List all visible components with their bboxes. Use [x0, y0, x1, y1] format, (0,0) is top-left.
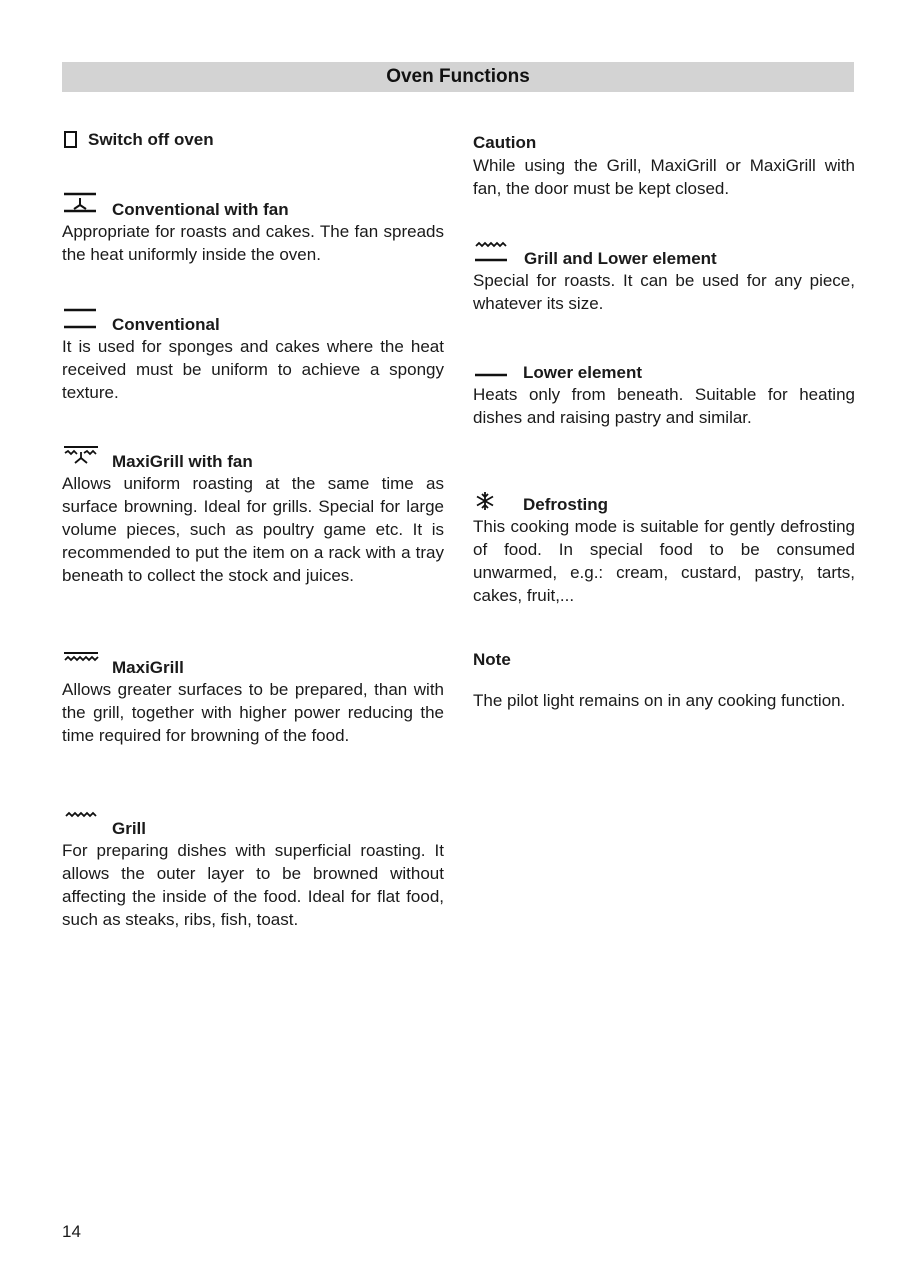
maxigrill-section	[62, 649, 444, 747]
conventional-text: It is used for sponges and cakes where the heat received must be uniform to achieve a spongy texture.	[62, 337, 444, 402]
maxigrill-label: MaxiGrill	[112, 658, 184, 677]
lower-element-section	[473, 356, 855, 429]
maxigrill-fan-text: Allows uniform roasting at the same time as surface browning. Ideal for grills. Special for large volume pieces, such as poultry game etc. It is recommended to put the item on a rack with a tray beneath to collect the stock and juices.	[62, 474, 444, 585]
note-section	[473, 648, 855, 712]
conventional-fan-section	[62, 191, 444, 266]
switch-off-box-icon	[64, 131, 78, 149]
lower-element-label: Lower element	[523, 363, 643, 382]
note-heading: Note	[473, 650, 511, 669]
conventional-label: Conventional	[112, 315, 220, 334]
defrost-snowflake-icon	[474, 490, 496, 512]
maxigrill-icon	[62, 649, 100, 669]
switch-off-label: Switch off oven	[88, 130, 214, 149]
maxigrill-fan-icon	[62, 443, 100, 467]
title-bar	[62, 62, 854, 92]
conventional-fan-text: Appropriate for roasts and cakes. The fan spreads the heat uniformly inside the oven.	[62, 222, 444, 264]
defrosting-section	[473, 489, 855, 607]
conventional-fan-label: Conventional with fan	[112, 200, 289, 219]
conventional-fan-icon	[62, 191, 98, 215]
caution-heading: Caution	[473, 133, 537, 152]
grill-text: For preparing dishes with superficial roasting. It allows the outer layer to be browned without affecting the inside of the food. Ideal for flat food, such as steaks, ribs, fish, toast.	[62, 841, 444, 929]
grill-icon	[62, 808, 100, 822]
note-text: The pilot light remains on in any cooking function.	[473, 691, 846, 710]
page-number: 14	[62, 1222, 81, 1241]
maxigrill-fan-label: MaxiGrill with fan	[112, 452, 253, 471]
maxigrill-text: Allows greater surfaces to be prepared, than with the grill, together with higher power reducing the time required for browning of the food.	[62, 680, 444, 745]
caution-text: While using the Grill, MaxiGrill or MaxiGrill with fan, the door must be kept closed.	[473, 156, 855, 198]
maxigrill-fan-section	[62, 443, 444, 587]
grill-label: Grill	[112, 819, 147, 838]
grill-lower-text: Special for roasts. It can be used for any piece, whatever its size.	[473, 271, 855, 313]
caution-section	[473, 131, 855, 200]
page-title: Oven Functions	[386, 66, 530, 87]
grill-lower-element-icon	[473, 240, 509, 264]
lower-element-icon	[473, 356, 509, 380]
grill-lower-label: Grill and Lower element	[524, 249, 717, 268]
conventional-section	[62, 306, 444, 404]
defrosting-text: This cooking mode is suitable for gently defrosting of food. In special food to be consumed unwarmed, e.g.: cream, custard, pastry, tarts, cakes, fruit,...	[473, 517, 855, 605]
lower-element-text: Heats only from beneath. Suitable for heating dishes and raising pastry and similar.	[473, 385, 855, 427]
switch-off-section	[62, 128, 444, 150]
grill-section	[62, 808, 444, 931]
conventional-icon	[62, 306, 98, 330]
defrosting-label: Defrosting	[523, 495, 608, 514]
grill-lower-section	[473, 240, 855, 315]
